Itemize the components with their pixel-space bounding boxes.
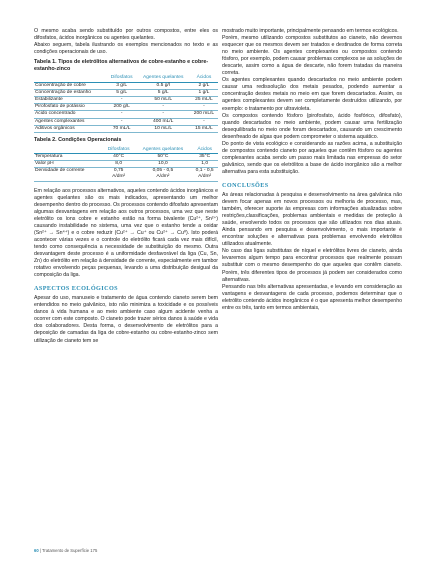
table-cell: Aditivos orgânicos [34,125,107,132]
magazine-name: Tratamento de Superfície 175 [42,548,98,553]
table-row [34,89,218,96]
paragraph: Os compostos contendo fósforo (pirofosfato, ácido fosfórico, difosfato), quando descartados no meio ambiente, podem causar uma fertilização desequilibrada no meio onde foram descartados, causando um crescimento desenfreado de algas que podem comprometer o sistema aquático. [222,112,402,140]
table-cell: A/dm² [191,174,218,181]
table-cell: - [137,104,190,111]
table-header-cell: Difosfatos [103,147,135,154]
table-cell: 40°C [103,153,135,160]
table-cell: Densidade de corrente [35,168,85,174]
table-1-title: Tabela 1. Tipos de eletrólitos alternativos de cobre-estanho e cobre-estanho-zinco [34,59,209,72]
table-cell: Pirofosfato de potássio [34,104,107,111]
table-2-title: Tabela 2. Condições Operacionais [34,137,122,143]
table-cell: 1,0 [191,161,218,168]
table-cell: 3 g/L [107,82,137,89]
table-cell: - [190,118,218,125]
table-cell: - [107,96,137,103]
table-cell: - [190,104,218,111]
table-cell: Temperatura [34,153,103,160]
table-row [34,168,218,175]
table-row [34,125,218,132]
table-cell: A/dm² [135,174,192,181]
table-cell: 50°C [135,153,192,160]
section-heading-ecologicos: ASPECTOS ECOLÓGICOS [34,285,118,293]
paragraph: As áreas relacionadas à pesquisa e desenvolvimento na área galvânica não devem focar apenas em novos processos ou melhoria de processo, mas, também, oferecer suporte às empresas com informações atualizadas sobre restrições,classificações, problemas ambientais e medidas de proteção à saúde, envolvendo todos os processos que são utilizados nos dias atuais. Ainda pensando em pesquisa e desenvolvimento, o mais importante é encontrar soluções e alternativas para problemas envolvendo eletrólitos utilizados atualmente. [222,191,402,248]
table-cell: Ácido concentrado [34,111,107,118]
table-cell: Agentes complexantes [34,118,107,125]
paragraph: No caso das ligas substitutas de níquel e eletrólitos livres de cianeto, ainda levaremos algum tempo para encontrar processos que realmente possam substituir com o mesmo desempenho do que aqueles que contêm cianeto. Porém, três diferentes tipos de processos já podem ser considerados como alternativas. [222,248,402,283]
table-header-row [34,75,218,82]
table-cell: 200 g/L [107,104,137,111]
table-header-cell: Agentes quelantes [135,147,192,154]
table-row [34,174,218,181]
table-cell: - [107,118,137,125]
table-row [34,104,218,111]
table-row [34,96,218,103]
table-cell: Concentração de cobre [34,82,107,89]
table-cell: 25 mL/L [190,96,218,103]
right-column [222,28,402,312]
paragraph: Pensando nas três alternativas apresentadas, e levando em consideração as vantagens e desvantagens de cada processo, podemos determinar que o eletrólito contendo ácidos inorgânicos é o que apresenta melhor desempenho entre os três, tanto em termos ambientais, [222,283,402,311]
table-cell: 0,05 - 0,5 [152,168,174,174]
table-cell: - [137,111,190,118]
table-cell: Concentração de estanho [34,89,107,96]
table-cell: 50 mL/L [137,96,190,103]
table-header-cell: Ácidos [191,147,218,154]
table-header-cell: Difosfatos [107,75,137,82]
table-cell: 5 g/L [107,89,137,96]
table-cell: 70 mL/L [107,125,137,132]
paragraph: Apesar do uso, manuseio e tratamento de água contendo cianeto serem bem entendidos no meio galvânico, isto não minimiza a toxicidade e os possíveis danos à vida humana e ao meio ambiente caso algum acidente venha a ocorrer com este composto. O cianeto pode trazer sérios danos à saúde e vida dos colaboradores. Desta forma, o desenvolvimento de eletrólitos para a deposição de camadas da liga de cobre-estanho ou cobre-estanho-zinco sem utilização de cianeto tem se [34,295,218,344]
table-row [34,161,218,168]
paragraph: O mesmo acaba sendo substituído por outros compostos, entre eles os difosfatos, ácidos inorgânicos ou agentes quelantes. [34,28,218,42]
footer-separator: | [39,548,41,553]
table-1 [34,75,218,133]
table-2 [34,147,218,182]
table-header-cell [34,147,103,154]
paragraph: Os agentes complexantes quando descartados no meio ambiente podem causar uma redissolução dos metais pesados, podendo aumentar a concentração destes metais no meio em que forem descartados. Assim, os agentes complexantes devem ser completamente destruídos utilizando, por exemplo: o tratamento por ultravioleta. [222,77,402,112]
table-cell: 200 mL/L [190,111,218,118]
table-cell: - [107,111,137,118]
table-cell: 15 mL/L [190,125,218,132]
table-row [34,153,218,160]
table-cell: 1 g/L [190,89,218,96]
paragraph: Abaixo seguem, tabela ilustrando os exemplos mencionados no texto e as condições operacionais de uso. [34,42,218,56]
table-cell: Valor pH [34,161,103,168]
table-header-row [34,147,218,154]
paragraph: mostrado muito importante, principalmente pensando em termos ecológicos. [222,28,399,34]
table-cell: 2 g/L [190,82,218,89]
table-cell: 8,0 [103,161,135,168]
table-header-cell: Agentes quelantes [137,75,190,82]
table-header-cell [34,75,107,82]
table-cell: 0,1 - 0,5 [195,168,214,174]
table-cell: 35°C [191,153,218,160]
table-cell [34,174,103,181]
table-cell: Estabilizante [34,96,107,103]
table-cell: 400 mL/L [137,118,190,125]
table-row [34,118,218,125]
table-cell: 0.5 g/l [137,82,190,89]
table-header-cell: Ácidos [190,75,218,82]
table-row [34,111,218,118]
page-footer [34,548,97,553]
page-number: 60 [34,548,39,553]
table-cell: 5 g/L [137,89,190,96]
table-cell: 10,0 [135,161,192,168]
paragraph: Em relação aos processos alternativos, aqueles contendo ácidos inorgânicos e agentes quelantes são os mais indicados, apresentando um melhor desempenho dentro do processo. Os processos contendo difosfato apresentam algumas desvantagens em relação aos outros processos, uma vez que neste eletrólito os íons cobre e estanho estão na forma bivalente (Cu²⁺, Sn²⁺) causando instabilidade no sistema, uma vez que o estanho tende a oxidar (Sn²⁺ → Sn⁴⁺) e o cobre reduzir (Cu²⁺ → Cu⁺ ou Cu²⁺ → Cu⁰). Isto poderá acontecer várias vezes e o controle do eletrólito ficará cada vez mais difícil, tendo como consequência a necessidade de substituição do mesmo. Outra desvantagem deste processo é a uniformidade desfavorável da liga (Cu, Sn, Zn) do eletrólito em relação à densidade de corrente, especialmente em tambor rotativo envolvendo peças pequenas, levando a uma distribuição desigual da composição da liga. [34,187,218,279]
left-column [34,28,218,345]
table-cell: 10 mL/L [137,125,190,132]
table-row [34,82,218,89]
section-heading-conclusoes: CONCLUSÕES [222,181,269,189]
paragraph: Do ponto de vista ecológico e considerando as razões acima, a substituição de compostos contendo cianeto por aqueles que contêm fósforo ou agentes complexantes acaba sendo um passo mais limitada nas empresas do setor galvânico, sendo que os eletrólitos a base de ácido inorgânico são a melhor alternativa para esta substituição. [222,140,402,175]
table-cell: A/dm² [103,174,135,181]
paragraph: Porém, mesmo utilizando compostos substitutos ao cianeto, não devemos esquecer que os mesmos devem ser tratados e destinados de forma correta no meio ambiente. Os agentes complexantes ou compostos contendo fósforo, por exemplo, podem causar problemas complexos se as soluções de descarte, assim como a água de descarte, não forem tratadas da maneira correta. [222,35,402,77]
table-cell: 0,75 [113,168,124,174]
